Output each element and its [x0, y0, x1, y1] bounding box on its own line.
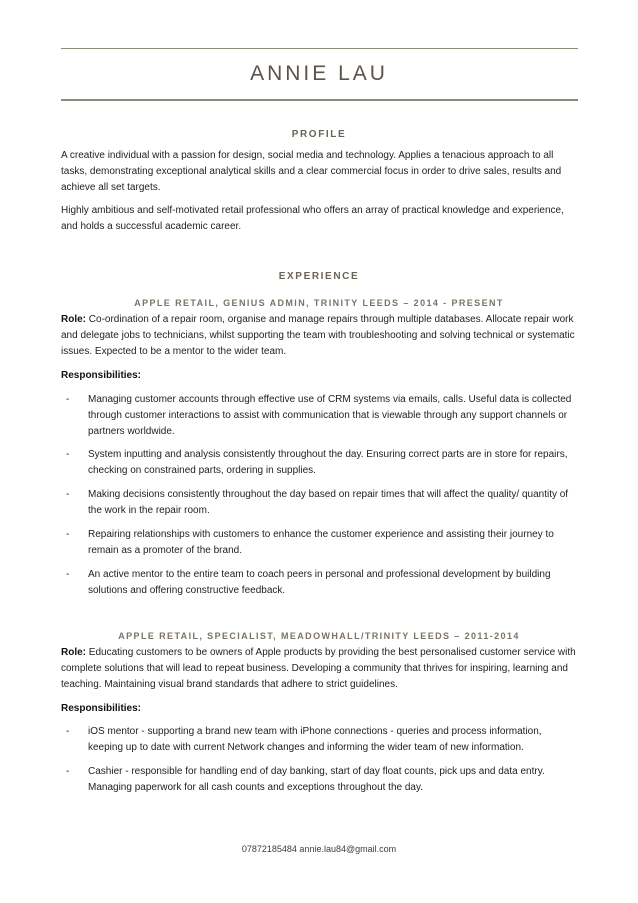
job-role: [61, 645, 578, 693]
bullet-dash: -: [66, 449, 70, 460]
job-heading: APPLE RETAIL, GENIUS ADMIN, TRINITY LEEDS – 2014 - PRESENT: [134, 298, 504, 308]
bullet-dash: -: [66, 726, 70, 737]
bullet-dash: -: [66, 394, 70, 405]
profile-paragraph-1: A creative individual with a passion for design, social media and technology. Applies a tenacious approach to all tasks, demonstrating exceptional analytical skills and a clear commercial focus in order to drive sales, results and achieve all set targets.: [61, 150, 562, 193]
role-text: Educating customers to be owners of Apple products by providing the best personalised customer service with complete solutions that will lead to repeat business. Developing a community that thrives for inspiring, learning and teaching. Maintaining visual brand standards that adhere to strict guidelines.: [61, 647, 576, 690]
list-item: [66, 764, 577, 796]
list-item-text: System inputting and analysis consistently throughout the day. Ensuring correct parts are in store for repairs, checking on constrained parts, ordering in supplies.: [88, 449, 568, 476]
header-rule-top: [61, 48, 578, 49]
list-item-text: iOS mentor - supporting a brand new team with iPhone connections - queries and process information, keeping up to date with current Network changes and informing the wider team of new information.: [88, 726, 542, 753]
job-heading: APPLE RETAIL, SPECIALIST, MEADOWHALL/TRINITY LEEDS – 2011-2014: [118, 631, 520, 641]
list-item: [66, 447, 577, 479]
profile-title: PROFILE: [291, 129, 347, 140]
contact-footer: 07872185484 annie.lau84@gmail.com: [241, 844, 397, 854]
responsibilities-label: Responsibilities:: [61, 370, 142, 381]
responsibilities-label: Responsibilities:: [61, 703, 142, 714]
list-item-text: Repairing relationships with customers to enhance the customer experience and assisting their journey to remain as a promoter of the brand.: [88, 529, 554, 556]
profile-paragraph-2: Highly ambitious and self-motivated retail professional who offers an array of practical knowledge and experience, and holds a successful academic career.: [61, 205, 564, 232]
bullet-dash: -: [66, 529, 70, 540]
list-item: [66, 567, 577, 599]
list-item-text: Making decisions consistently throughout the day based on repair times that will affect the quality/ quantity of the work in the repair room.: [88, 489, 569, 516]
list-item: [66, 487, 577, 519]
candidate-name: ANNIE LAU: [250, 62, 388, 85]
list-item-text: Managing customer accounts through effective use of CRM systems via emails, calls. Useful data is collected through customer interactions to assist with communication that is viewable through any support channels or partners worldwide.: [88, 394, 572, 437]
list-item: [66, 527, 577, 559]
role-label: Role:: [61, 647, 86, 658]
list-item: [66, 724, 577, 756]
bullet-dash: -: [66, 489, 70, 500]
list-item-text: Cashier - responsible for handling end of day banking, start of day float counts, pick ups and data entry. Managing paperwork for all cash counts and exceptions throughout the day.: [88, 766, 545, 793]
job-role: [61, 312, 578, 360]
header-rule-bottom: [61, 99, 578, 101]
list-item-text: An active mentor to the entire team to coach peers in personal and professional development by building solutions and offering constructive feedback.: [88, 569, 551, 596]
bullet-dash: -: [66, 569, 70, 580]
experience-title: EXPERIENCE: [278, 271, 360, 282]
role-label: Role:: [61, 314, 86, 325]
list-item: [66, 392, 577, 440]
bullet-dash: -: [66, 766, 70, 777]
role-text: Co-ordination of a repair room, organise and manage repairs through multiple databases. Allocate repair work and delegate jobs to technicians, whilst supporting the team with troubleshooting and solving technical or systematic issues. Expected to be a mentor to the wider team.: [61, 314, 575, 357]
